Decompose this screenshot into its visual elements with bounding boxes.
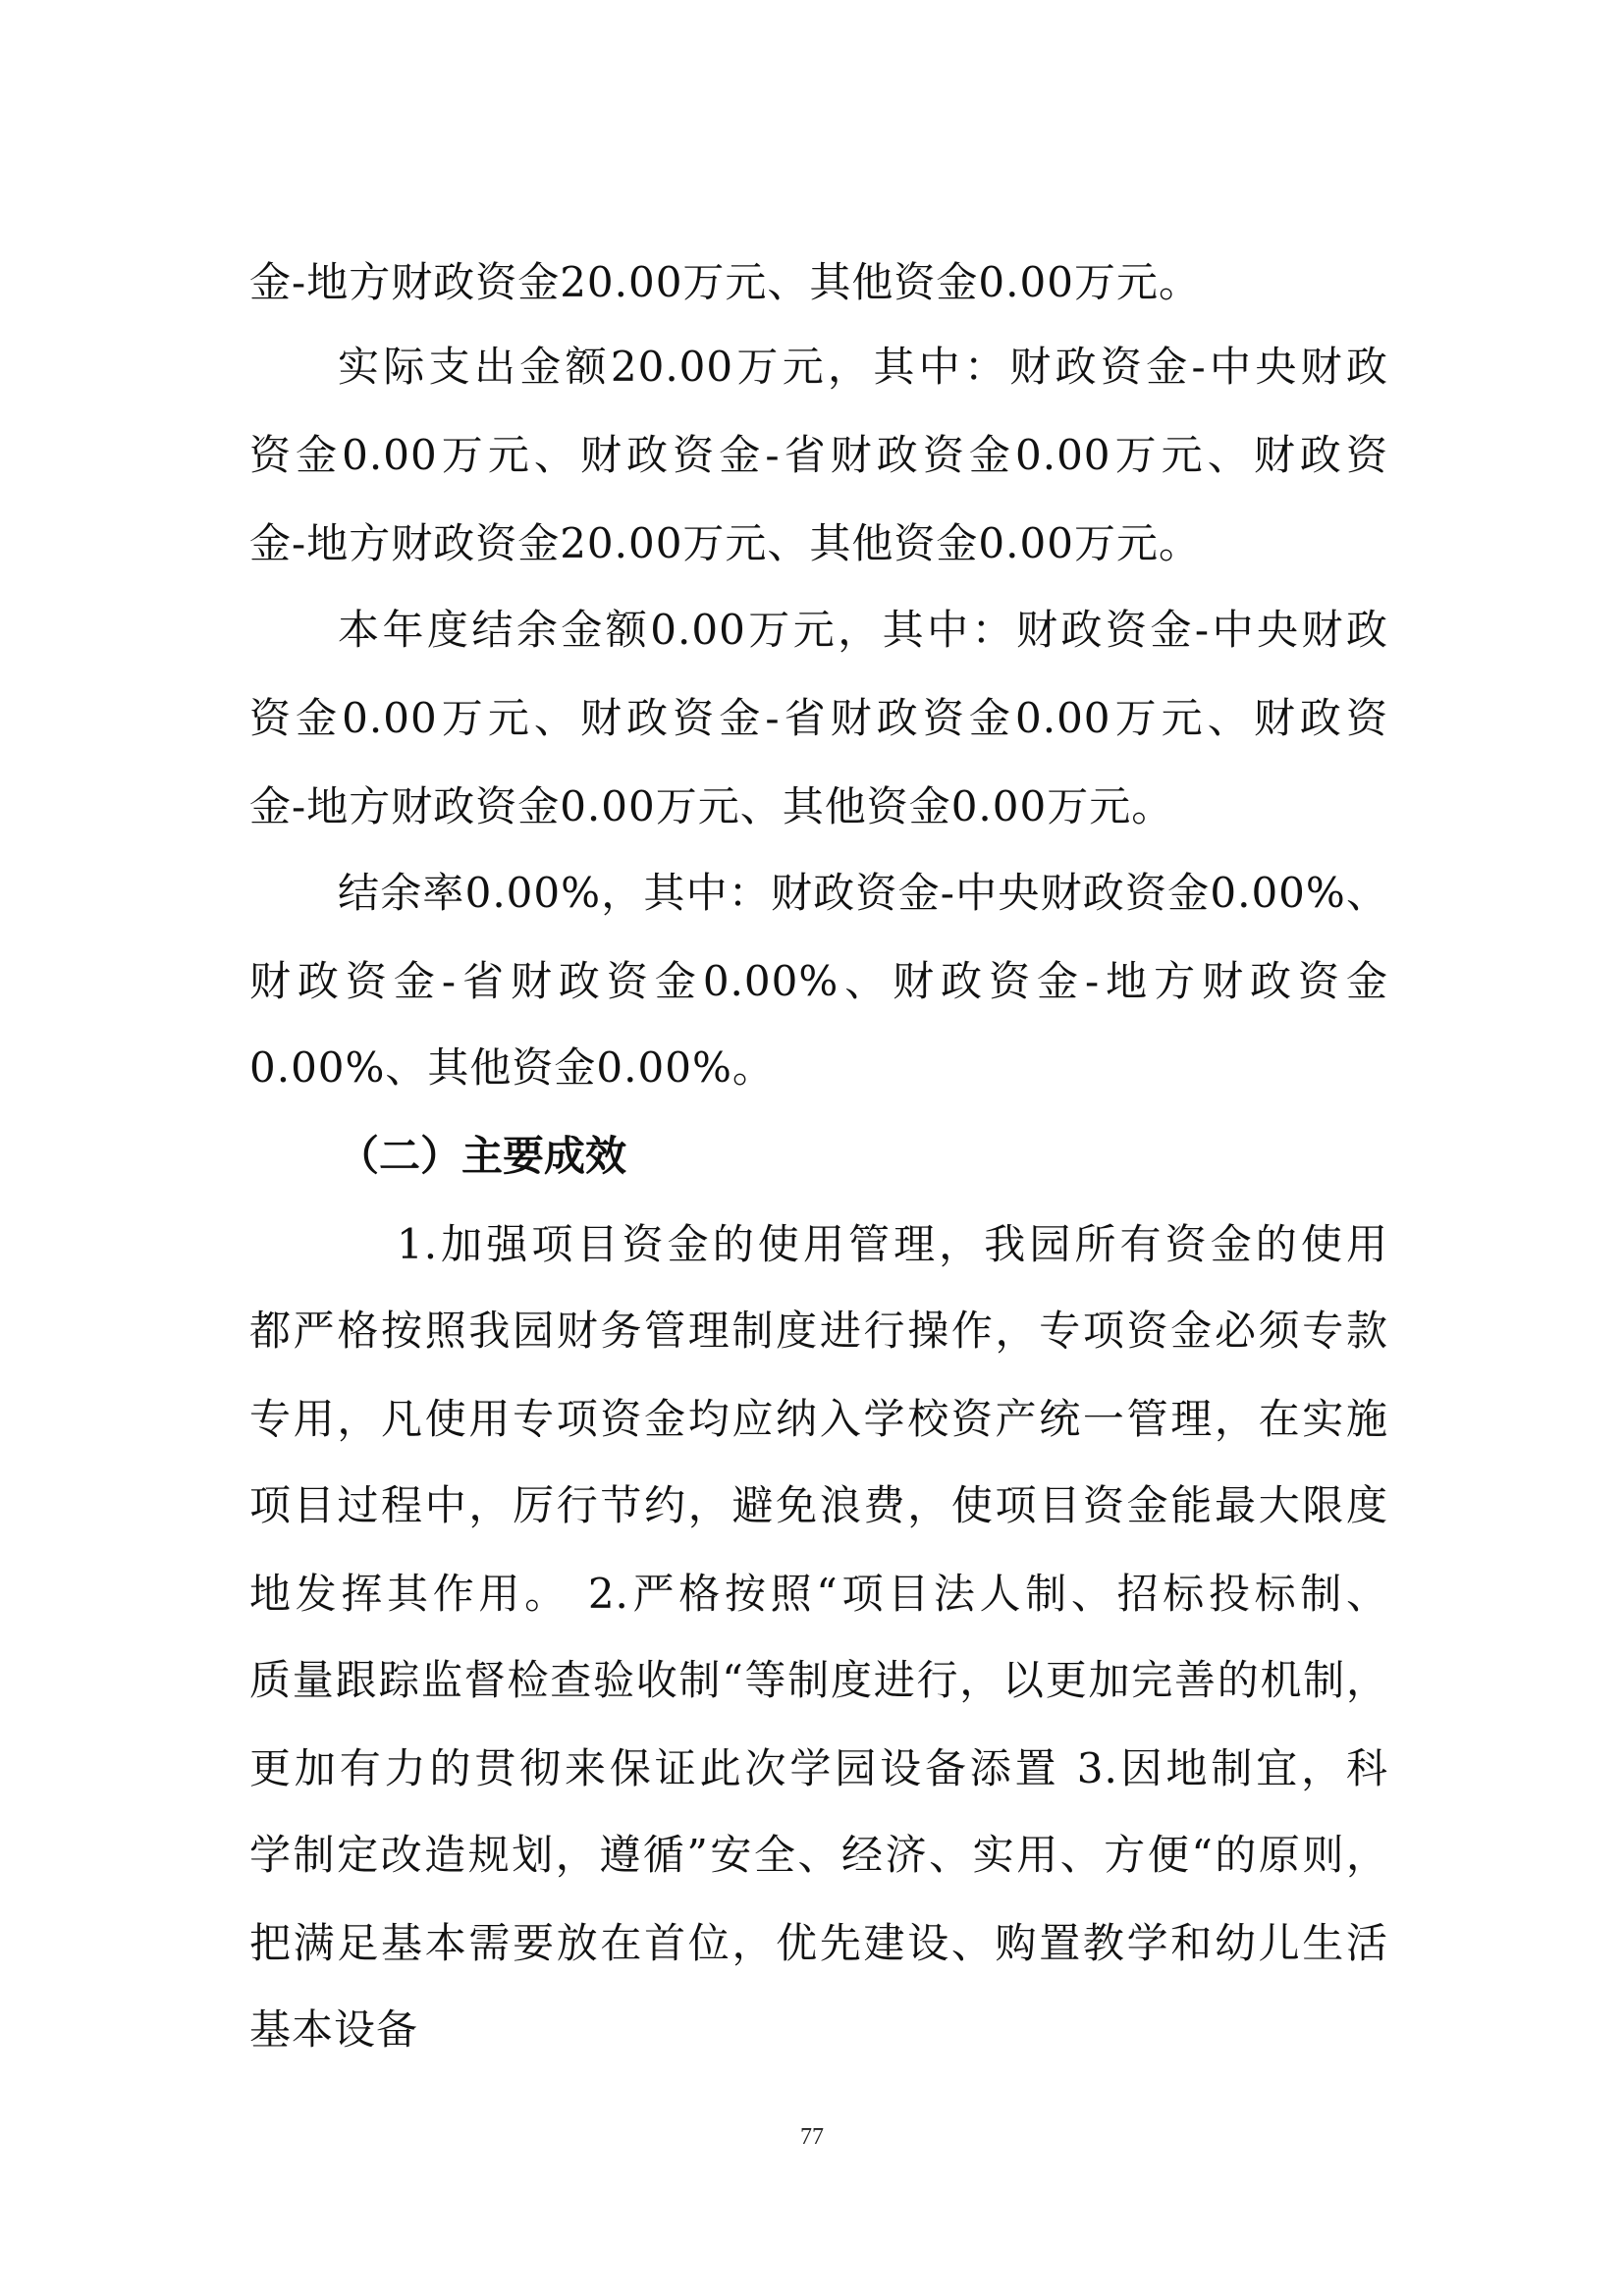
paragraph-line: 把满足基本需要放在首位，优先建设、购置教学和幼儿生活 <box>249 1919 1388 1967</box>
paragraph-line: 都严格按照我园财务管理制度进行操作，专项资金必须专款 <box>249 1307 1388 1355</box>
paragraph-line: 质量跟踪监督检查验收制“等制度进行，以更加完善的机制， <box>249 1656 1388 1704</box>
paragraph-line: 实际支出金额20.00万元，其中：财政资金-中央财政 <box>338 343 1388 391</box>
paragraph-line: 0.00%、其他资金0.00%。 <box>249 1043 775 1092</box>
paragraph-line: 更加有力的贯彻来保证此次学园设备添置 3.因地制宜，科 <box>249 1744 1388 1792</box>
paragraph-line: 结余率0.00%，其中：财政资金-中央财政资金0.00%、 <box>338 869 1388 917</box>
paragraph-line: 专用，凡使用专项资金均应纳入学校资产统一管理，在实施 <box>249 1395 1388 1443</box>
paragraph-line: 金-地方财政资金20.00万元、其他资金0.00万元。 <box>249 519 1201 567</box>
section-heading: （二）主要成效 <box>338 1132 627 1180</box>
paragraph-line: 资金0.00万元、财政资金-省财政资金0.00万元、财政资 <box>249 694 1388 742</box>
paragraph-line: 1.加强项目资金的使用管理，我园所有资金的使用 <box>397 1220 1388 1268</box>
paragraph-line: 本年度结余金额0.00万元，其中：财政资金-中央财政 <box>338 606 1388 654</box>
paragraph-line: 项目过程中，厉行节约，避免浪费，使项目资金能最大限度 <box>249 1481 1388 1529</box>
paragraph-line: 金-地方财政资金20.00万元、其他资金0.00万元。 <box>249 258 1201 306</box>
paragraph-line: 学制定改造规划，遵循”安全、经济、实用、方便“的原则， <box>249 1831 1388 1879</box>
paragraph-line: 地发挥其作用。 2.严格按照“项目法人制、招标投标制、 <box>249 1570 1388 1618</box>
paragraph-line: 基本设备 <box>249 2005 419 2054</box>
page-number: 77 <box>800 2124 824 2150</box>
paragraph-line: 资金0.00万元、财政资金-省财政资金0.00万元、财政资 <box>249 431 1388 479</box>
paragraph-line: 财政资金-省财政资金0.00%、财政资金-地方财政资金 <box>249 957 1388 1005</box>
paragraph-line: 金-地方财政资金0.00万元、其他资金0.00万元。 <box>249 782 1174 830</box>
